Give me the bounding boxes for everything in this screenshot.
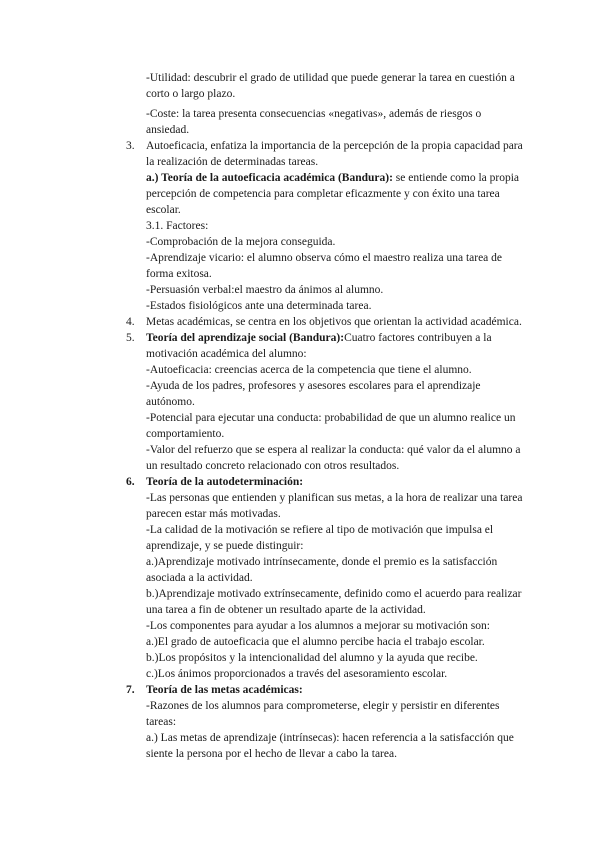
item-text: Cuatro factores contribuyen a la motivación académica del alumno:: [146, 332, 492, 360]
bold-heading: Teoría del aprendizaje social (Bandura):: [146, 332, 345, 344]
document-page: [0, 70, 600, 762]
list-number: 3.: [126, 140, 135, 152]
factor-line: -Estados fisiológicos ante una determinada tarea.: [146, 300, 372, 312]
sub-line: -Potencial para ejecutar una conducta: probabilidad de que un alumno realice un comportamiento.: [146, 412, 516, 440]
list-number: 7.: [126, 684, 135, 696]
factor-line: -Comprobación de la mejora conseguida.: [146, 236, 336, 248]
sub-line: a.)El grado de autoeficacia que el alumno percibe hacia el trabajo escolar.: [146, 636, 485, 648]
sub-line: c.)Los ánimos proporcionados a través del asesoramiento escolar.: [146, 668, 448, 680]
factor-line: -Persuasión verbal:el maestro da ánimos al alumno.: [146, 284, 384, 296]
paragraph-utilidad: -Utilidad: descubrir el grado de utilidad que puede generar la tarea en cuestión a corto o largo plazo.: [146, 72, 515, 100]
sub-line: -Las personas que entienden y planifican sus metas, a la hora de realizar una tarea parecen estar más motivadas.: [146, 492, 523, 520]
list-number: 5.: [126, 332, 135, 344]
list-item-6: [126, 474, 526, 490]
sub-line: b.)Aprendizaje motivado extrínsecamente, definido como el acuerdo para realizar una tarea a fin de obtener un resultado aparte de la actividad.: [146, 588, 522, 616]
item-text: se entiende como la propia percepción de competencia para completar eficazmente y con éxito una tarea escolar.: [146, 172, 520, 216]
list-number: 6.: [126, 476, 135, 488]
sub-line: -Ayuda de los padres, profesores y asesores escolares para el aprendizaje autónomo.: [146, 380, 481, 408]
sub-line: -Razones de los alumnos para comprometerse, elegir y persistir en diferentes tareas:: [146, 700, 500, 728]
autoeficacia-academica-paragraph: [146, 170, 526, 218]
list-item-3: [126, 138, 526, 170]
bold-heading: a.) Teoría de la autoeficacia académica (Bandura):: [146, 172, 393, 184]
sub-line: -Los componentes para ayudar a los alumnos a mejorar su motivación son:: [146, 620, 490, 632]
list-number: 4.: [126, 316, 135, 328]
item-text: Autoeficacia, enfatiza la importancia de la percepción de la propia capacidad para la realización de determinadas tareas.: [146, 140, 523, 168]
bold-heading: Teoría de las metas académicas:: [146, 684, 303, 696]
paragraph-coste: -Coste: la tarea presenta consecuencias «negativas», además de riesgos o ansiedad.: [146, 108, 482, 136]
sub-line: -Valor del refuerzo que se espera al realizar la conducta: qué valor da el alumno a un resultado concreto relacionado con otros resultados.: [146, 444, 521, 472]
sub-line: b.)Los propósitos y la intencionalidad del alumno y la ayuda que recibe.: [146, 652, 478, 664]
list-item-5: [126, 330, 526, 362]
factores-title: 3.1. Factores:: [146, 220, 209, 232]
sub-line: a.) Las metas de aprendizaje (intrínsecas): hacen referencia a la satisfacción que siente la persona por el hecho de llevar a cabo la tarea.: [146, 732, 514, 760]
bold-heading: Teoría de la autodeterminación:: [146, 476, 304, 488]
factor-line: -Aprendizaje vicario: el alumno observa cómo el maestro realiza una tarea de forma exitosa.: [146, 252, 503, 280]
sub-line: -Autoeficacia: creencias acerca de la competencia que tiene el alumno.: [146, 364, 472, 376]
sub-line: a.)Aprendizaje motivado intrínsecamente, donde el premio es la satisfacción asociada a la actividad.: [146, 556, 498, 584]
list-item-4: [126, 314, 526, 330]
sub-line: -La calidad de la motivación se refiere al tipo de motivación que impulsa el aprendizaje, y se puede distinguir:: [146, 524, 494, 552]
item-text: Metas académicas, se centra en los objetivos que orientan la actividad académica.: [146, 316, 522, 328]
list-item-7: [126, 682, 526, 698]
